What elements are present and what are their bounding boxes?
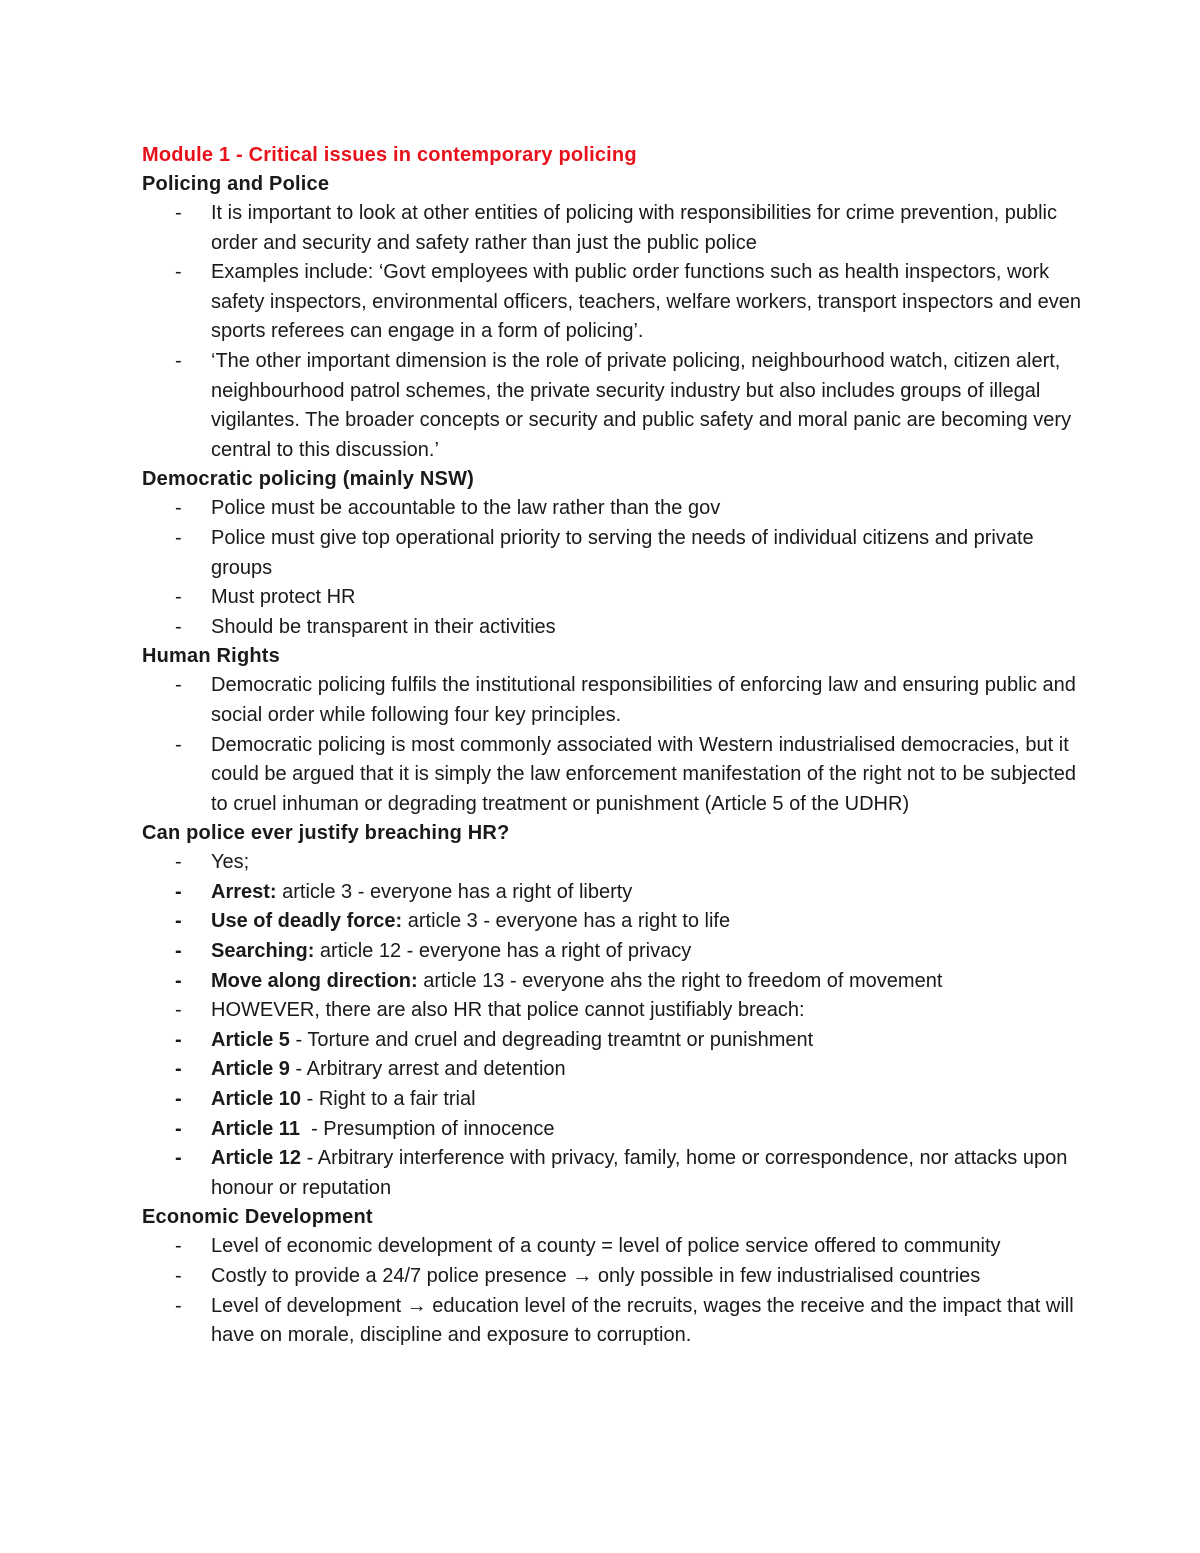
document-title: Module 1 - Critical issues in contemporary policing [142, 144, 637, 166]
bullet-list [142, 494, 1082, 642]
list-item [142, 1292, 1082, 1351]
dash-bullet: - [175, 880, 182, 903]
list-item [142, 258, 1082, 347]
list-item-bold: Article 9 [211, 1058, 290, 1081]
list-item [142, 878, 1082, 908]
dash-bullet: - [175, 910, 182, 933]
list-item-text: Police must be accountable to the law rather than the gov [211, 497, 721, 520]
section-policing-and-police [142, 170, 1082, 465]
list-item-text: Police must give top operational priority to serving the needs of individual citizens and private groups [211, 526, 1034, 579]
dash-bullet: - [175, 615, 182, 638]
list-item [142, 1115, 1082, 1145]
list-item [142, 1232, 1082, 1262]
list-item-text: Democratic policing fulfils the institutional responsibilities of enforcing law and ensuring public and social order while following four key principles. [211, 674, 1076, 726]
list-item-bold: Article 10 [211, 1088, 302, 1111]
list-item-bold: Searching: [211, 940, 315, 963]
list-item-text: Must protect HR [211, 586, 356, 609]
dash-bullet: - [175, 1147, 182, 1170]
dash-bullet: - [175, 349, 182, 372]
dash-bullet: - [175, 1117, 182, 1140]
dash-bullet: - [175, 526, 182, 549]
list-item [142, 199, 1082, 258]
list-item-text: It is important to look at other entities of policing with responsibilities for crime prevention, public order and security and safety rather than just the public police [211, 202, 1057, 254]
list-item [142, 731, 1082, 820]
dash-bullet: - [175, 1265, 182, 1287]
section-heading: Democratic policing (mainly NSW) [142, 468, 475, 491]
list-item [142, 524, 1082, 583]
list-item-text: - Torture and cruel and degreading treamtnt or punishment [289, 1028, 814, 1051]
dash-bullet: - [175, 1294, 182, 1317]
bullet-list [142, 199, 1082, 465]
list-item [142, 937, 1082, 967]
list-item [142, 671, 1082, 730]
bullet-list [142, 671, 1082, 819]
dash-bullet: - [175, 261, 182, 284]
document-page [142, 141, 1082, 1351]
list-item-text: - Arbitrary interference with privacy, family, home or correspondence, nor attacks upon honour or reputation [211, 1147, 1068, 1199]
list-item-bold: Arrest: [211, 880, 277, 903]
list-item-text: Yes; [211, 851, 250, 874]
list-item-text: Examples include: ‘Govt employees with public order functions such as health inspectors, work safety inspectors, environmental officers, teachers, welfare workers, transport inspectors and even sports referees can engage in a form of policing’. [211, 261, 1082, 343]
list-item [142, 996, 1082, 1026]
section-justify-breaching-hr [142, 819, 1082, 1203]
dash-bullet: - [175, 497, 182, 520]
section-heading: Can police ever justify breaching HR? [142, 822, 510, 845]
list-item-bold: Article 12 [211, 1147, 302, 1170]
list-item [142, 1144, 1082, 1203]
list-item-text: HOWEVER, there are also HR that police cannot justifiably breach: [211, 999, 805, 1022]
list-item-bold: Article 11 [211, 1117, 300, 1140]
list-item-text: Level of economic development of a county = level of police service offered to community [211, 1235, 1001, 1258]
list-item-bold: Article 5 [211, 1028, 290, 1051]
bullet-list [142, 848, 1082, 1203]
list-item-text: - Right to a fair trial [301, 1088, 476, 1111]
list-item [142, 347, 1082, 465]
section-democratic-policing [142, 465, 1082, 642]
list-item [142, 907, 1082, 937]
list-item-text: Level of development → education level of the recruits, wages the receive and the impact that will have on morale, discipline and exposure to corruption. [211, 1294, 1074, 1347]
list-item-bold: Move along direction: [211, 969, 418, 992]
dash-bullet: - [175, 1235, 182, 1258]
list-item [142, 967, 1082, 997]
list-item [142, 583, 1082, 613]
list-item-text: Democratic policing is most commonly associated with Western industrialised democracies, but it could be argued that it is simply the law enforcement manifestation of the right not to be subjected to cruel inhuman or degrading treatment or punishment (Article 5 of the UDHR) [211, 733, 1076, 815]
list-item-text: article 3 - everyone has a right of liberty [276, 880, 633, 903]
list-item-text: - Presumption of innocence [299, 1117, 555, 1140]
section-heading: Economic Development [142, 1206, 373, 1229]
list-item-text: article 3 - everyone has a right to life [402, 910, 731, 933]
list-item-bold: Use of deadly force: [211, 910, 403, 933]
list-item-text: Costly to provide a 24/7 police presence → only possible in few industrialised countries [211, 1265, 981, 1287]
list-item-text: - Arbitrary arrest and detention [289, 1058, 566, 1081]
list-item [142, 494, 1082, 524]
section-human-rights [142, 642, 1082, 819]
dash-bullet: - [175, 586, 182, 609]
list-item [142, 848, 1082, 878]
dash-bullet: - [175, 202, 182, 224]
dash-bullet: - [175, 969, 182, 992]
dash-bullet: - [175, 733, 182, 756]
list-item [142, 1262, 1082, 1292]
section-heading: Policing and Police [142, 173, 330, 195]
dash-bullet: - [175, 999, 182, 1022]
dash-bullet: - [175, 674, 182, 697]
section-economic-development [142, 1203, 1082, 1350]
list-item [142, 613, 1082, 643]
bullet-list [142, 1232, 1082, 1350]
dash-bullet: - [175, 940, 182, 963]
list-item-text: article 13 - everyone ahs the right to freedom of movement [417, 969, 943, 992]
list-item [142, 1055, 1082, 1085]
list-item-text: ‘The other important dimension is the role of private policing, neighbourhood watch, citizen alert, neighbourhood patrol schemes, the private security industry but also includes groups of illegal vigilantes. The broader concepts or security and public safety and moral panic are becoming very central to this discussion.’ [211, 349, 1072, 461]
dash-bullet: - [175, 1028, 182, 1051]
list-item [142, 1026, 1082, 1056]
dash-bullet: - [175, 1088, 182, 1111]
list-item-text: Should be transparent in their activities [211, 615, 556, 638]
dash-bullet: - [175, 1058, 182, 1081]
dash-bullet: - [175, 851, 182, 874]
section-heading: Human Rights [142, 645, 280, 668]
list-item [142, 1085, 1082, 1115]
list-item-text: article 12 - everyone has a right of privacy [314, 940, 692, 963]
